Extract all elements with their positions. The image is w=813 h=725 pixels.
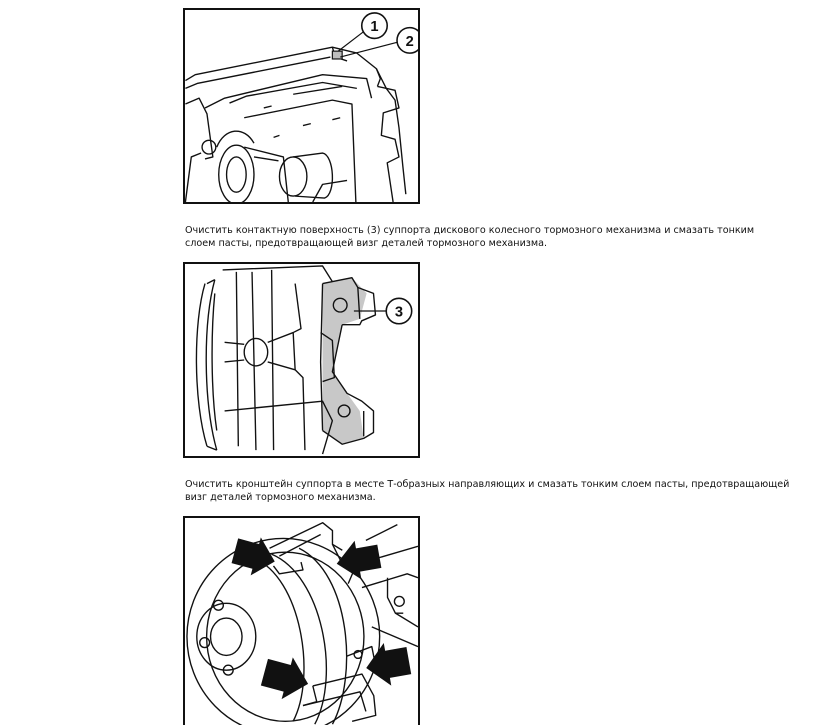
callout-3-label: 3 — [394, 304, 404, 321]
callout-3 — [386, 298, 411, 323]
callout-1 — [362, 13, 387, 38]
bracket-guides-drawing — [185, 518, 418, 725]
caliper-bracket-drawing — [185, 264, 418, 456]
figure-caliper-housing — [183, 8, 420, 204]
instruction-2: Очистить кронштейн суппорта в месте Т-образных направляющих и смазать тонким слоем пасты, предотвращающей визг деталей тормозного механизма. — [185, 479, 790, 503]
instruction-1: Очистить контактную поверхность (3) суппорта дискового колесного тормозного механизма и смазать тонким слоем пасты, предотвращающей визг деталей тормозного механизма. — [185, 225, 755, 249]
callout-2 — [397, 28, 418, 53]
callout-1-label: 1 — [370, 19, 379, 36]
figure-bracket-guides — [183, 516, 420, 725]
figure-caliper-bracket — [183, 262, 420, 458]
caliper-housing-drawing — [185, 10, 418, 202]
callout-2-label: 2 — [405, 33, 414, 50]
arrow-lower-left — [259, 651, 314, 704]
